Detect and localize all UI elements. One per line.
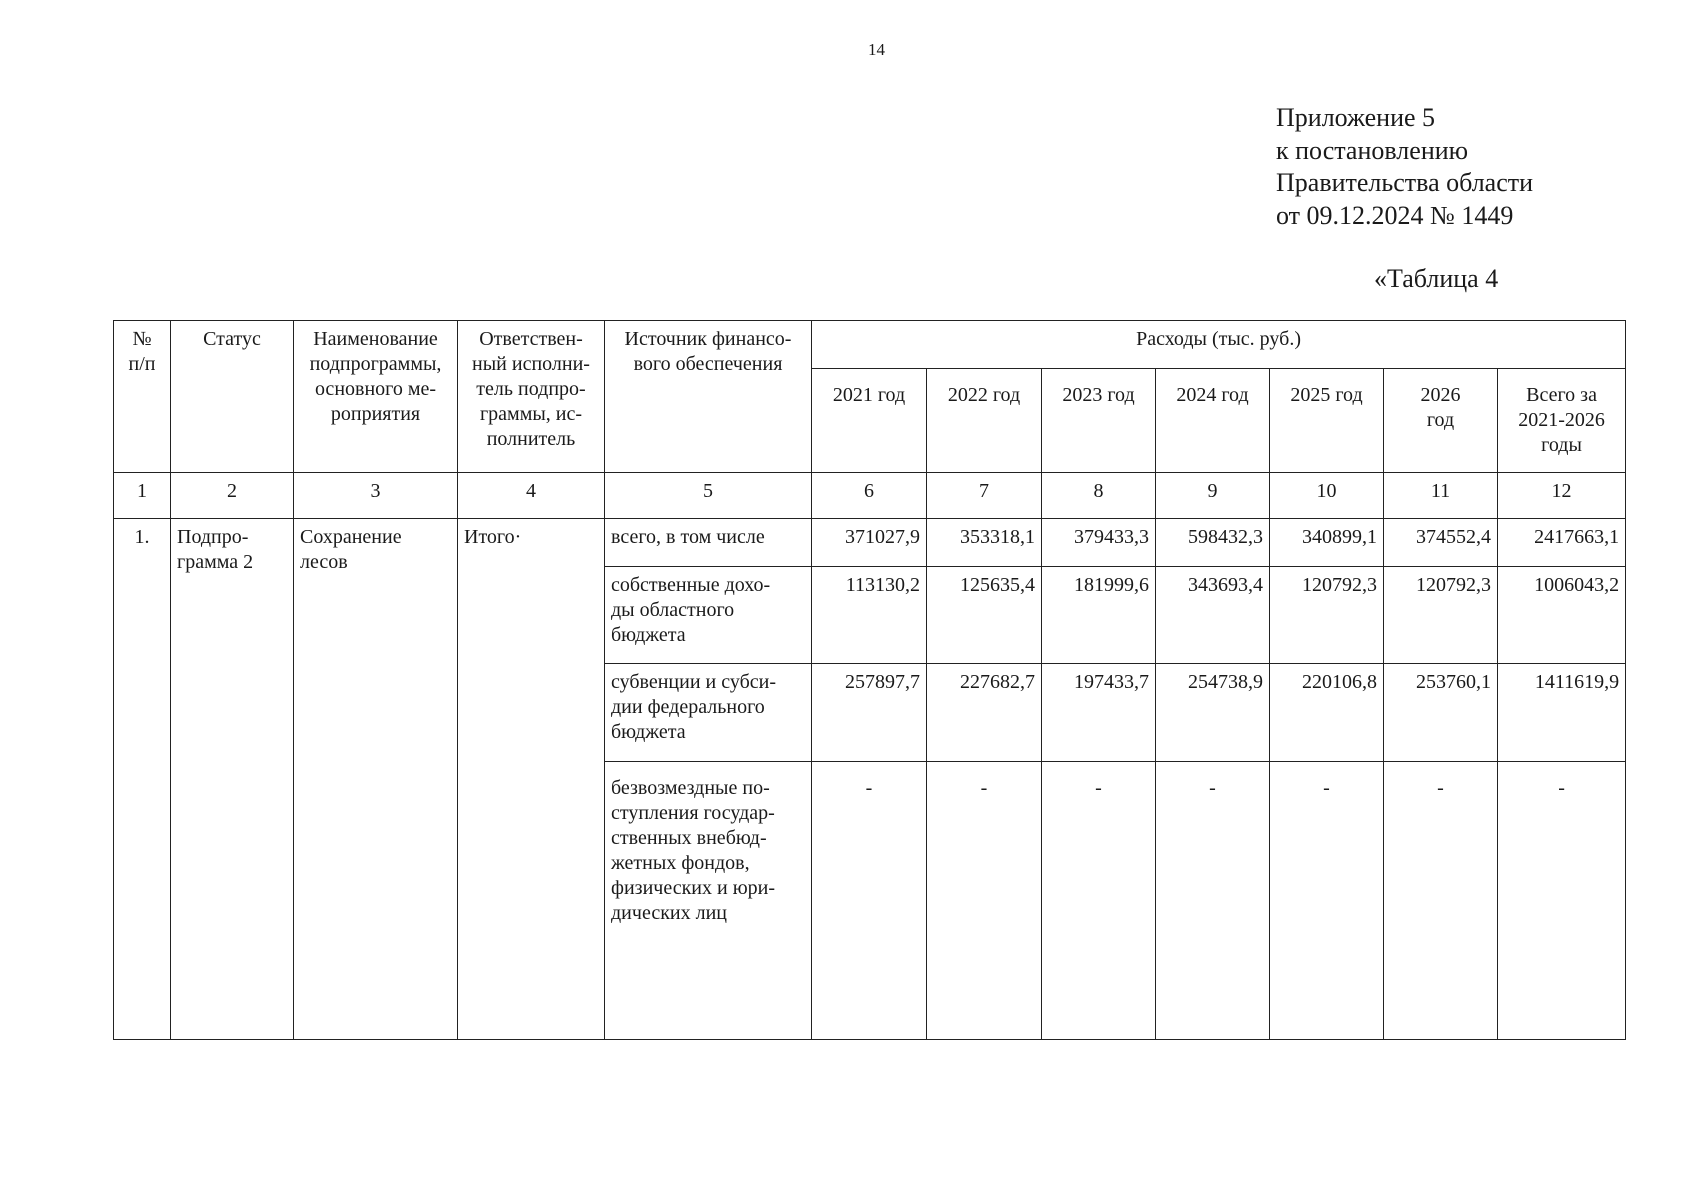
source-text: дии федерального: [611, 696, 765, 718]
source-text: безвозмездные по-: [611, 777, 770, 799]
header-year: 2024 год: [1156, 369, 1270, 473]
header-year: 2021 год: [812, 369, 927, 473]
column-number: 1: [114, 473, 171, 519]
value-cell: 120792,3: [1384, 567, 1498, 664]
appendix-line: к постановлению: [1276, 135, 1469, 165]
value-cell: 181999,6: [1042, 567, 1156, 664]
value-cell: -: [812, 762, 927, 1040]
header-text: Всего за: [1526, 384, 1597, 406]
source-text: ступления государ-: [611, 802, 775, 824]
row-status: [171, 519, 294, 1040]
column-number: 9: [1156, 473, 1270, 519]
column-number: 4: [458, 473, 605, 519]
header-num: [114, 321, 171, 473]
header-text: роприятия: [330, 403, 421, 425]
source-text: бюджета: [611, 624, 686, 646]
header-text: вого обеспечения: [633, 353, 783, 375]
value-cell: 379433,3: [1042, 519, 1156, 567]
value-cell: 1411619,9: [1498, 664, 1626, 762]
value-cell: 598432,3: [1156, 519, 1270, 567]
row-executor: Итого·: [458, 519, 605, 1040]
source-text: дических лиц: [611, 902, 727, 924]
header-text: Статус: [203, 328, 261, 350]
column-number: 11: [1384, 473, 1498, 519]
value-cell: 257897,7: [812, 664, 927, 762]
value-cell: 227682,7: [927, 664, 1042, 762]
value-cell: 353318,1: [927, 519, 1042, 567]
column-number: 2: [171, 473, 294, 519]
appendix-line: Приложение 5: [1276, 103, 1436, 132]
appendix-line: от 09.12.2024 № 1449: [1276, 200, 1514, 230]
value-cell: 343693,4: [1156, 567, 1270, 664]
value-cell: 1006043,2: [1498, 567, 1626, 664]
value-cell: 254738,9: [1156, 664, 1270, 762]
value-cell: 197433,7: [1042, 664, 1156, 762]
header-year: 2025 год: [1270, 369, 1384, 473]
header-text: Наименование: [313, 328, 438, 350]
header-year: 2023 год: [1042, 369, 1156, 473]
value-cell: 374552,4: [1384, 519, 1498, 567]
source-text: физических и юри-: [611, 877, 776, 899]
header-text: подпрограммы,: [309, 353, 442, 375]
header-text: Расходы (тыс. руб.): [1136, 328, 1301, 350]
header-text: полнитель: [486, 428, 576, 450]
column-number: 12: [1498, 473, 1626, 519]
header-executor: [458, 321, 605, 473]
row-text: лесов: [300, 551, 348, 573]
row-text: Сохранение: [300, 526, 402, 548]
value-cell: 113130,2: [812, 567, 927, 664]
page-number: 14: [868, 40, 885, 59]
header-text: основного ме-: [314, 378, 437, 400]
source-text: жетных фондов,: [611, 852, 750, 874]
appendix-line: Правительства области: [1276, 168, 1534, 197]
value-cell: 120792,3: [1270, 567, 1384, 664]
source-text: бюджета: [611, 721, 686, 743]
appendix-heading: [1276, 102, 1533, 232]
source-text: ственных внебюд-: [611, 827, 767, 849]
expenses-table: [113, 320, 1626, 1040]
value-cell: 371027,9: [812, 519, 927, 567]
value-cell: -: [1384, 762, 1498, 1040]
header-text: Источник финансо-: [624, 328, 792, 350]
header-text: тель подпро-: [476, 378, 586, 400]
column-number: 7: [927, 473, 1042, 519]
header-text: №: [132, 328, 152, 350]
row-num: 1.: [114, 519, 171, 1040]
header-text: годы: [1541, 434, 1582, 456]
header-text: граммы, ис-: [479, 403, 583, 425]
value-cell: 2417663,1: [1498, 519, 1626, 567]
header-text: 2026: [1420, 384, 1461, 406]
value-cell: 220106,8: [1270, 664, 1384, 762]
header-text: год: [1426, 409, 1455, 431]
value-cell: -: [1042, 762, 1156, 1040]
column-number: 3: [294, 473, 458, 519]
value-cell: -: [927, 762, 1042, 1040]
header-year: [1384, 369, 1498, 473]
source-label: [605, 664, 812, 762]
source-label: [605, 567, 812, 664]
header-text: ный исполни-: [472, 353, 590, 375]
source-text: собственные дохо-: [611, 574, 771, 596]
column-number: 6: [812, 473, 927, 519]
header-name: [294, 321, 458, 473]
value-cell: -: [1498, 762, 1626, 1040]
header-source: [605, 321, 812, 473]
header-expenses: [812, 321, 1626, 369]
column-number: 10: [1270, 473, 1384, 519]
table-caption: «Таблица 4: [1374, 264, 1499, 293]
header-text: п/п: [128, 353, 156, 375]
source-text: субвенции и субси-: [611, 671, 777, 693]
source-label: всего, в том числе: [605, 519, 812, 567]
value-cell: 253760,1: [1384, 664, 1498, 762]
value-cell: -: [1270, 762, 1384, 1040]
column-number: 8: [1042, 473, 1156, 519]
header-year: 2022 год: [927, 369, 1042, 473]
header-text: 2021-2026: [1518, 409, 1605, 431]
header-status: [171, 321, 294, 473]
value-cell: -: [1156, 762, 1270, 1040]
source-text: ды областного: [611, 599, 735, 621]
source-label: [605, 762, 812, 1040]
column-number: 5: [605, 473, 812, 519]
header-total: [1498, 369, 1626, 473]
value-cell: 340899,1: [1270, 519, 1384, 567]
row-text: грамма 2: [177, 551, 254, 573]
value-cell: 125635,4: [927, 567, 1042, 664]
header-text: Ответствен-: [479, 328, 583, 350]
row-name: [294, 519, 458, 1040]
row-text: Подпро-: [177, 526, 249, 548]
